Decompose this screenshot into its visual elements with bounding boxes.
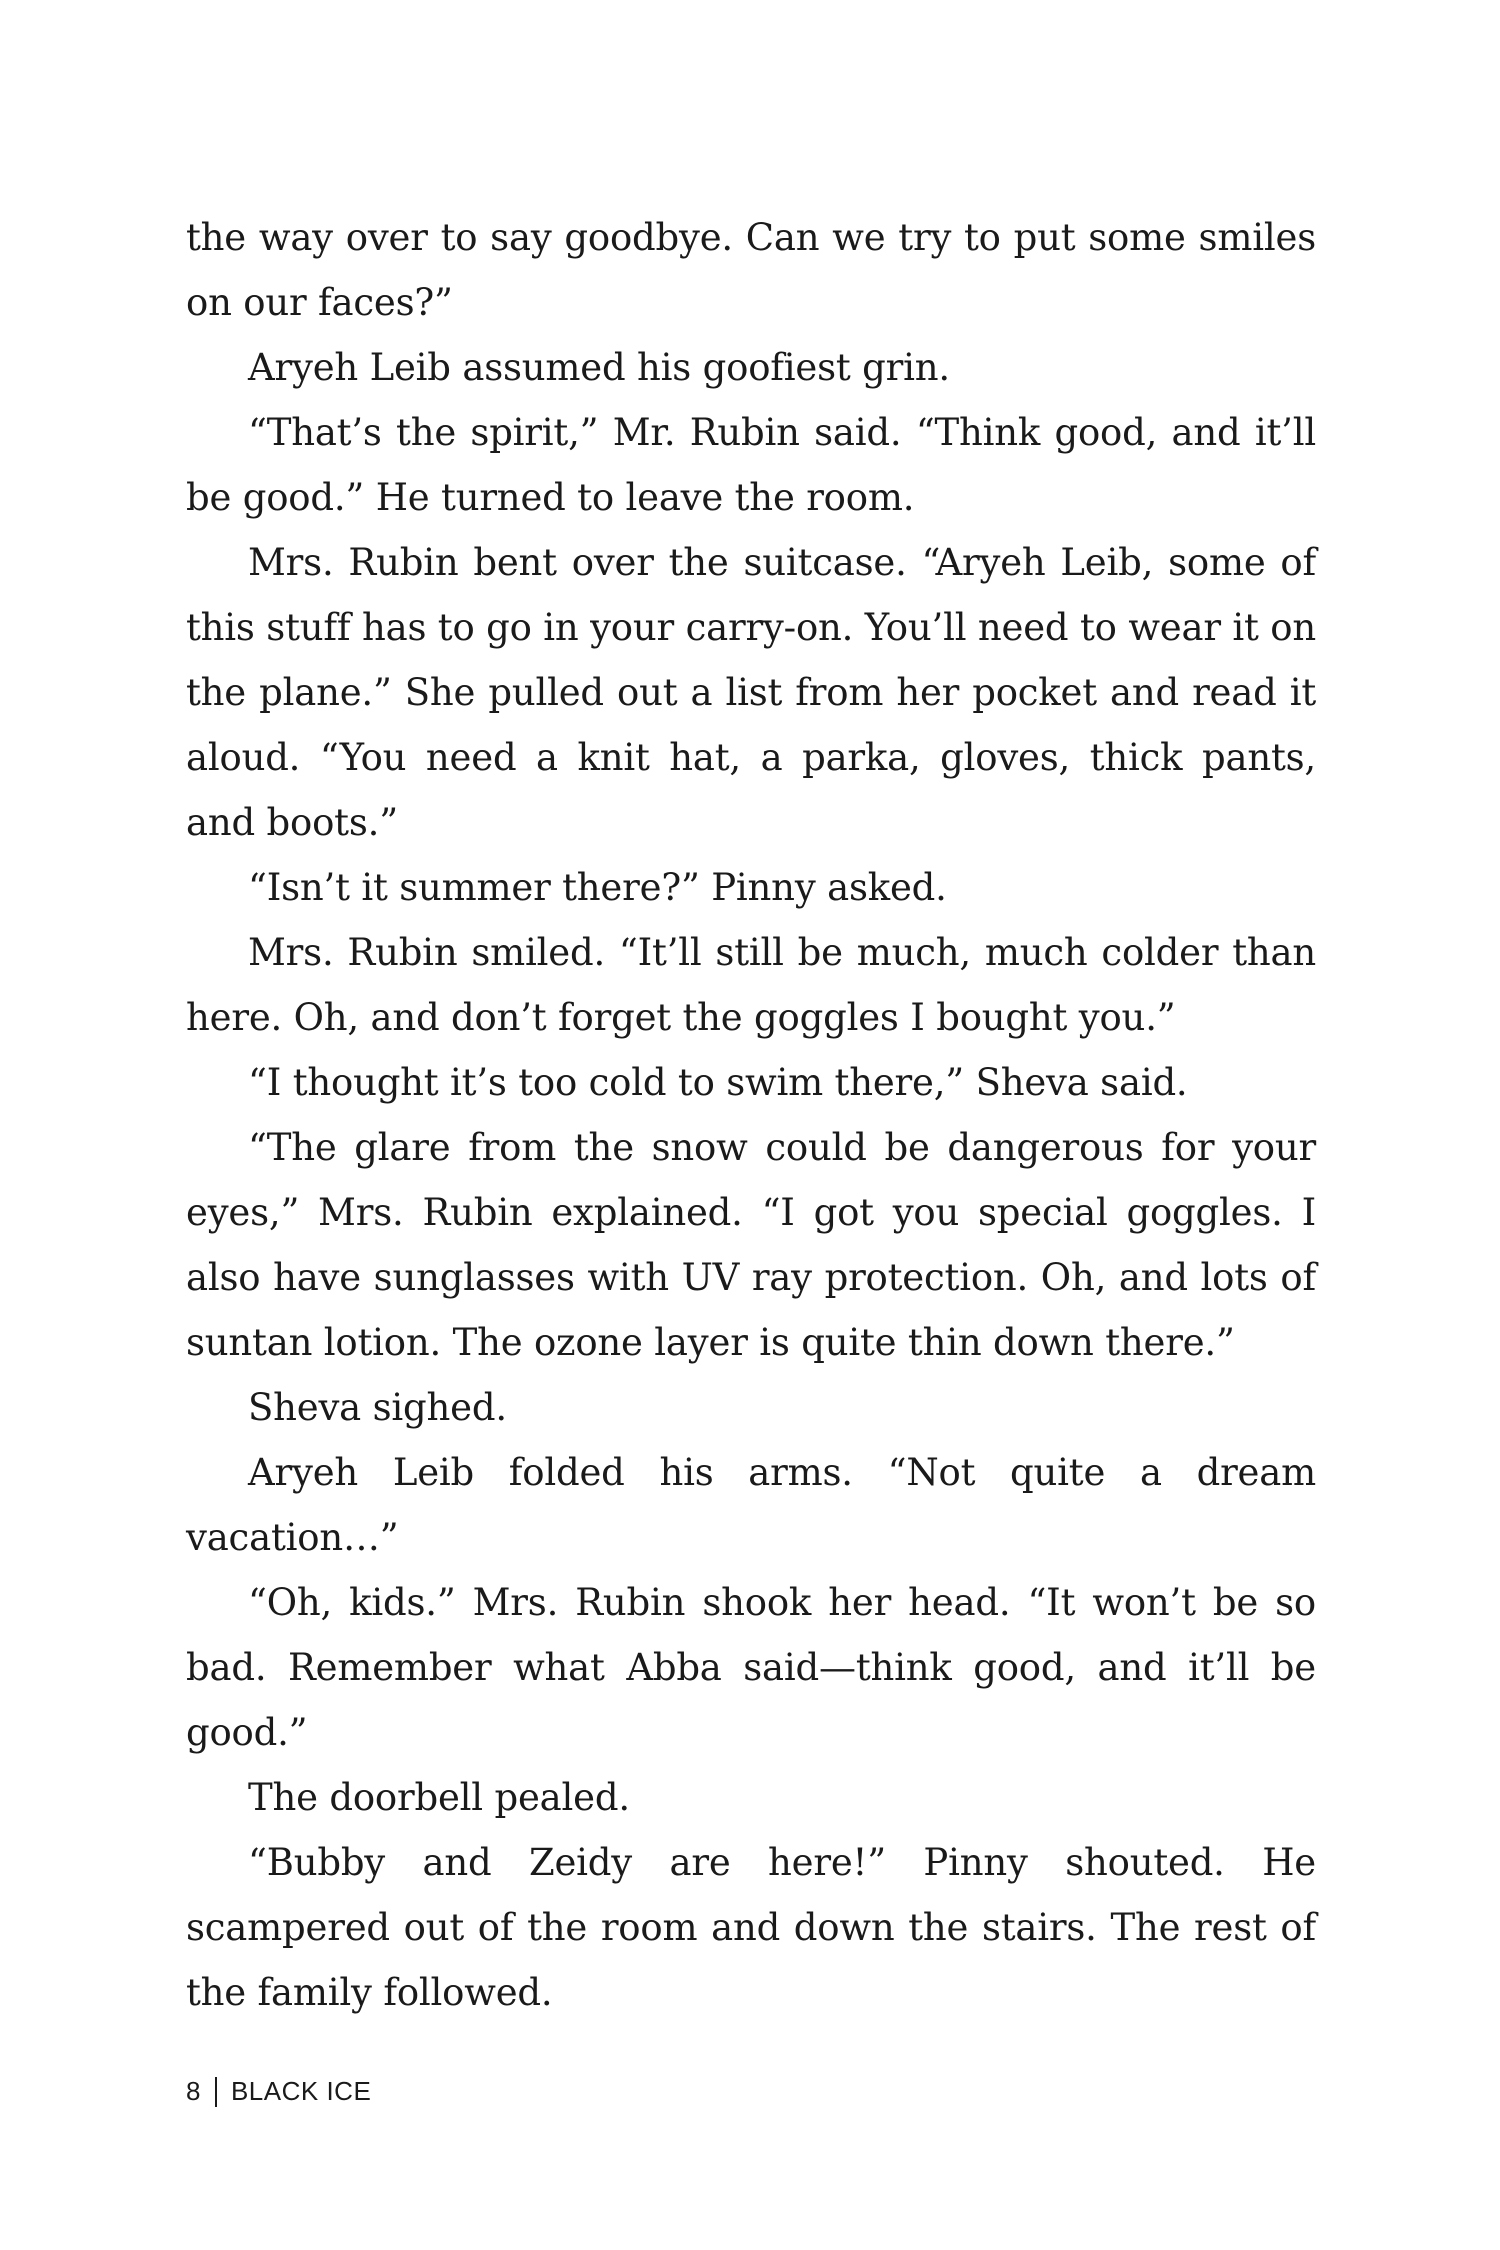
page-footer <box>186 2076 371 2107</box>
paragraph-6: Mrs. Rubin smiled. “It’ll still be much, much colder than here. Oh, and don’t forget the goggles I bought you.” <box>186 931 1316 1039</box>
page-number: 8 <box>186 2076 201 2106</box>
paragraph-3: “That’s the spirit,” Mr. Rubin said. “Think good, and it’ll be good.” He turned to leave the room. <box>186 411 1316 519</box>
paragraph-12: The doorbell pealed. <box>248 1776 630 1819</box>
footer-divider <box>215 2077 217 2107</box>
paragraph-7: “I thought it’s too cold to swim there,” Sheva said. <box>248 1061 1188 1104</box>
paragraph-10: Aryeh Leib folded his arms. “Not quite a dream vacation…” <box>186 1451 1316 1559</box>
paragraph-8: “The glare from the snow could be dangerous for your eyes,” Mrs. Rubin explained. “I got you special goggles. I also have sunglasses with UV ray protection. Oh, and lots of suntan lotion. The ozone layer is quite thin down there.” <box>186 1126 1316 1364</box>
paragraph-11: “Oh, kids.” Mrs. Rubin shook her head. “It won’t be so bad. Remember what Abba said—think good, and it’ll be good.” <box>186 1581 1316 1754</box>
paragraph-4: Mrs. Rubin bent over the suitcase. “Aryeh Leib, some of this stuff has to go in your carry-on. You’ll need to wear it on the plane.” She pulled out a list from her pocket and read it aloud. “You need a knit hat, a parka, gloves, thick pants, and boots.” <box>186 541 1316 844</box>
paragraph-9: Sheva sighed. <box>248 1386 507 1429</box>
paragraph-2: Aryeh Leib assumed his goofiest grin. <box>248 346 950 389</box>
paragraph-1: the way over to say goodbye. Can we try to put some smiles on our faces?” <box>186 216 1316 324</box>
paragraph-13: “Bubby and Zeidy are here!” Pinny shouted. He scampered out of the room and down the stairs. The rest of the family followed. <box>186 1841 1316 2014</box>
running-title: BLACK ICE <box>230 2076 372 2106</box>
paragraph-5: “Isn’t it summer there?” Pinny asked. <box>248 866 947 909</box>
body-text <box>186 205 1316 2025</box>
